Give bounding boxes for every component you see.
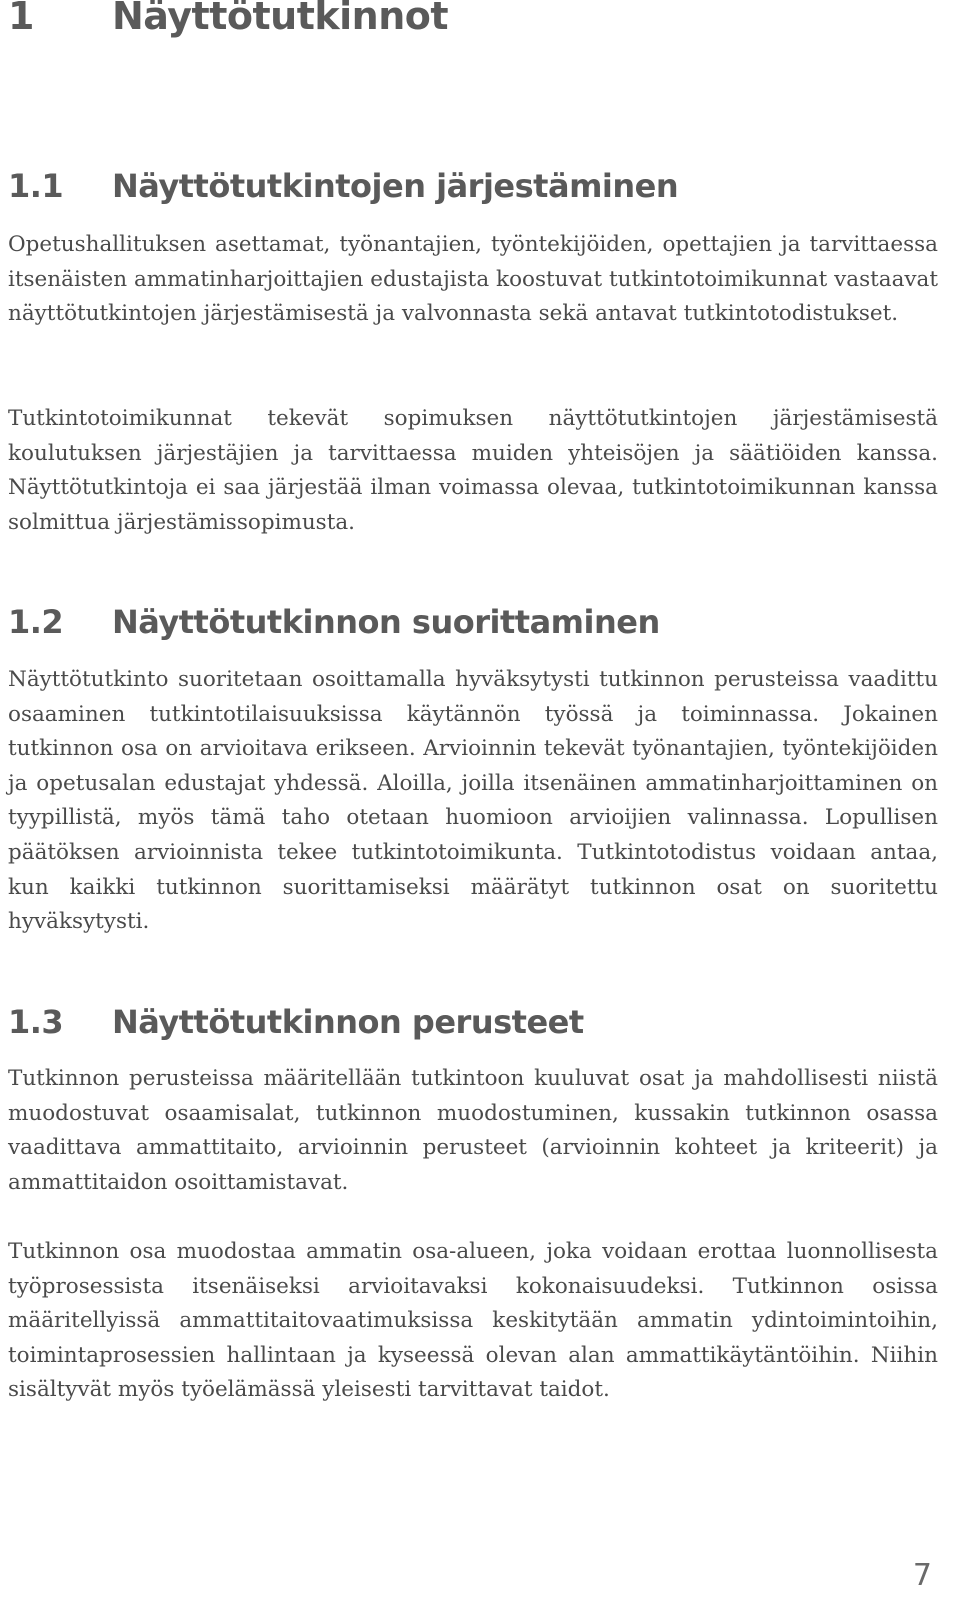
section-1-3-heading (8, 1003, 584, 1041)
section-number: 1.1 (8, 167, 64, 205)
chapter-title: Näyttötutkinnot (112, 0, 449, 38)
page-number: 7 (912, 1558, 932, 1593)
section-number: 1.2 (8, 603, 64, 641)
paragraph: Tutkinnon perusteissa määritellään tutkintoon kuuluvat osat ja mahdollisesti niistä muodostuvat osaamisalat, tutkinnon muodostuminen, kussakin tutkinnon osassa vaadittava ammattitaito, arvioinnin perusteet (arvioinnin kohteet ja kriteerit) ja ammattitaidon osoittamistavat. (8, 1066, 938, 1195)
section-title: Näyttötutkintojen järjestäminen (112, 167, 679, 205)
section-1-2-heading (8, 603, 660, 641)
paragraph: Tutkintotoimikunnat tekevät sopimuksen näyttötutkintojen järjestämisestä koulutuksen järjestäjien ja tarvittaessa muiden yhteisöjen ja säätiöiden kanssa. Näyttötutkintoja ei saa järjestää ilman voimassa olevaa, tutkintotoimikunnan kanssa solmittua järjestämissopimusta. (8, 406, 938, 535)
section-1-1-heading (8, 167, 678, 205)
section-title: Näyttötutkinnon suorittaminen (112, 603, 660, 641)
paragraph: Näyttötutkinto suoritetaan osoittamalla hyväksytysti tutkinnon perusteissa vaadittu osaaminen tutkintotilaisuuksissa käytännön työssä ja toiminnassa. Jokainen tutkinnon osa on arvioitava erikseen. Arvioinnin tekevät työnantajien, työntekijöiden ja opetusalan edustajat yhdessä. Aloilla, joilla itsenäinen ammatinharjoittaminen on tyypillistä, myös tämä taho otetaan huomioon arvioijien valinnassa. Lopullisen päätöksen arvioinnista tekee tutkintotoimikunta. Tutkintotodistus voidaan antaa, kun kaikki tutkinnon suorittamiseksi määrätyt tutkinnon osat on suoritettu hyväksytysti. (8, 667, 938, 935)
paragraph: Opetushallituksen asettamat, työnantajien, työntekijöiden, opettajien ja tarvittaessa itsenäisten ammatinharjoittajien edustajista koostuvat tutkintotoimikunnat vastaavat näyttötutkintojen järjestämisestä ja valvonnasta sekä antavat tutkintotodistukset. (8, 232, 938, 327)
chapter-number: 1 (8, 0, 34, 38)
section-title: Näyttötutkinnon perusteet (112, 1003, 584, 1041)
chapter-heading (8, 0, 448, 38)
section-number: 1.3 (8, 1003, 64, 1041)
paragraph: Tutkinnon osa muodostaa ammatin osa-alueen, joka voidaan erottaa luonnollisesta työprosessista itsenäiseksi arvioitavaksi kokonaisuudeksi. Tutkinnon osissa määritellyissä ammattitaitovaatimuksissa keskitytään ammatin ydintoimintoihin, toimintaprosessien hallintaan ja kyseessä olevan alan ammattikäytäntöihin. Niihin sisältyvät myös työelämässä yleisesti tarvittavat taidot. (8, 1239, 938, 1403)
